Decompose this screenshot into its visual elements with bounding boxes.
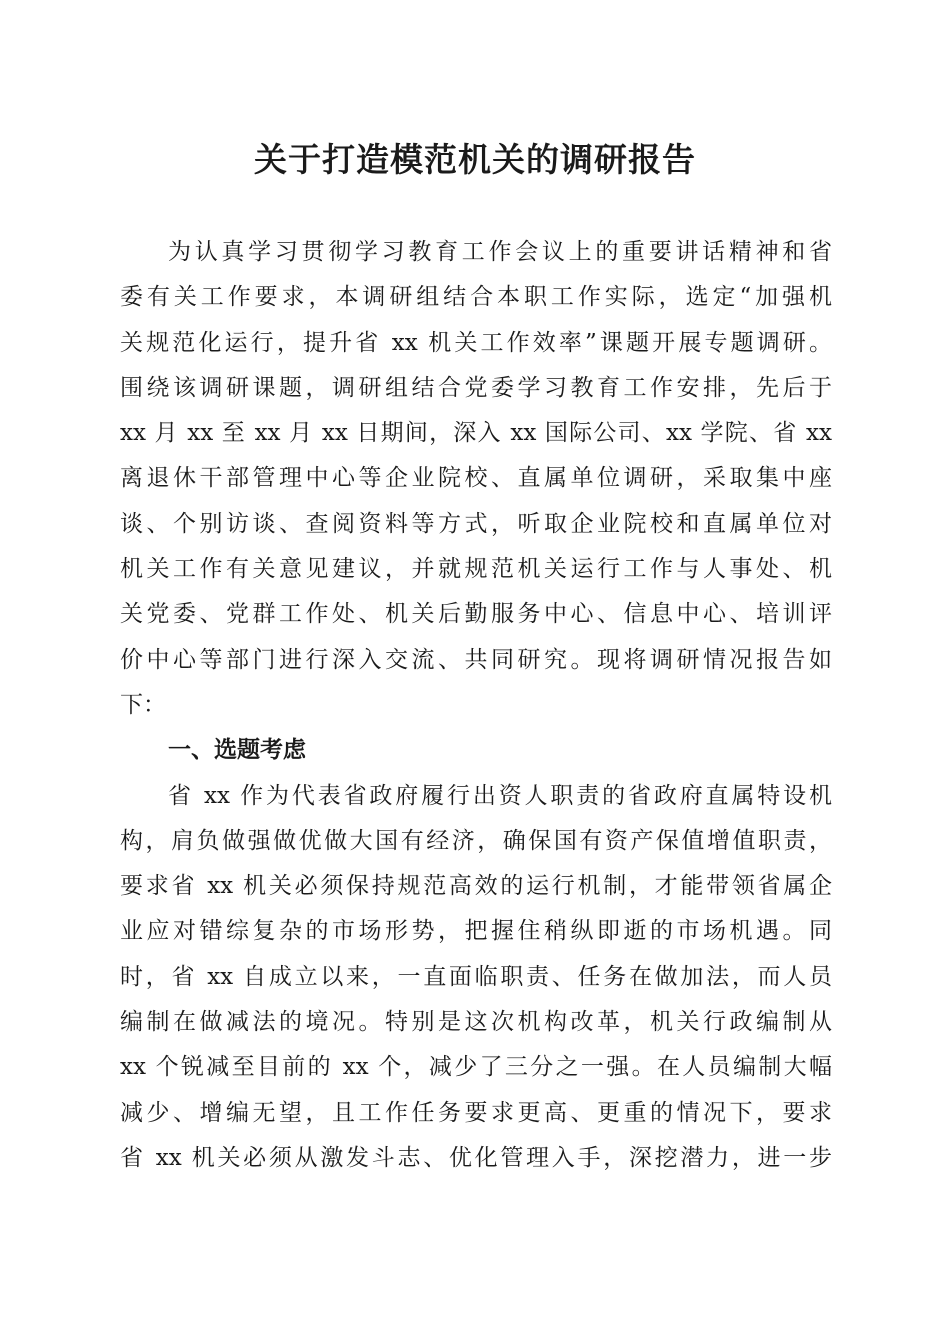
text-line: 业应对错综复杂的市场形势，把握住稍纵即逝的市场机遇。同 — [120, 918, 832, 945]
text-line: 编制在做减法的境况。特别是这次机构改革，机关行政编制从 — [120, 1009, 832, 1036]
text-line: 机关工作有关意见建议，并就规范机关运行工作与人事处、机 — [120, 556, 832, 583]
text-line: 围绕该调研课题，调研组结合党委学习教育工作安排，先后于 — [120, 374, 832, 401]
document-title: 关于打造模范机关的调研报告 — [254, 140, 696, 179]
text-line: 委有关工作要求，本调研组结合本职工作实际，选定“加强机 — [120, 284, 832, 311]
text-line: 省 xx 作为代表省政府履行出资人职责的省政府直属特设机 — [168, 782, 832, 809]
text-line: 离退休干部管理中心等企业院校、直属单位调研，采取集中座 — [120, 465, 832, 492]
paragraph-intro — [120, 230, 832, 728]
paragraph-topic-consideration — [120, 774, 832, 1182]
text-line: 价中心等部门进行深入交流、共同研究。现将调研情况报告如 — [120, 646, 832, 673]
document-body — [120, 230, 832, 1181]
text-line: 时，省 xx 自成立以来，一直面临职责、任务在做加法，而人员 — [120, 963, 832, 990]
text-line: 谈、个别访谈、查阅资料等方式，听取企业院校和直属单位对 — [120, 510, 832, 537]
section-heading: 一、选题考虑 — [168, 737, 306, 764]
text-line: xx 月 xx 至 xx 月 xx 日期间，深入 xx 国际公司、xx 学院、省 xx — [120, 420, 832, 447]
text-line: 关党委、党群工作处、机关后勤服务中心、信息中心、培训评 — [120, 601, 832, 628]
text-line: 关规范化运行，提升省 xx 机关工作效率”课题开展专题调研。 — [120, 329, 832, 356]
text-line: xx 个锐减至目前的 xx 个，减少了三分之一强。在人员编制大幅 — [120, 1054, 832, 1081]
text-line: 下： — [120, 691, 166, 718]
text-line: 为认真学习贯彻学习教育工作会议上的重要讲话精神和省 — [168, 239, 832, 265]
text-line: 要求省 xx 机关必须保持规范高效的运行机制，才能带领省属企 — [120, 873, 832, 900]
text-line: 省 xx 机关必须从激发斗志、优化管理入手，深挖潜力，进一步 — [120, 1144, 832, 1171]
text-line: 减少、增编无望，且工作任务要求更高、更重的情况下，要求 — [120, 1099, 832, 1126]
text-line: 构，肩负做强做优做大国有经济，确保国有资产保值增值职责， — [120, 827, 832, 854]
